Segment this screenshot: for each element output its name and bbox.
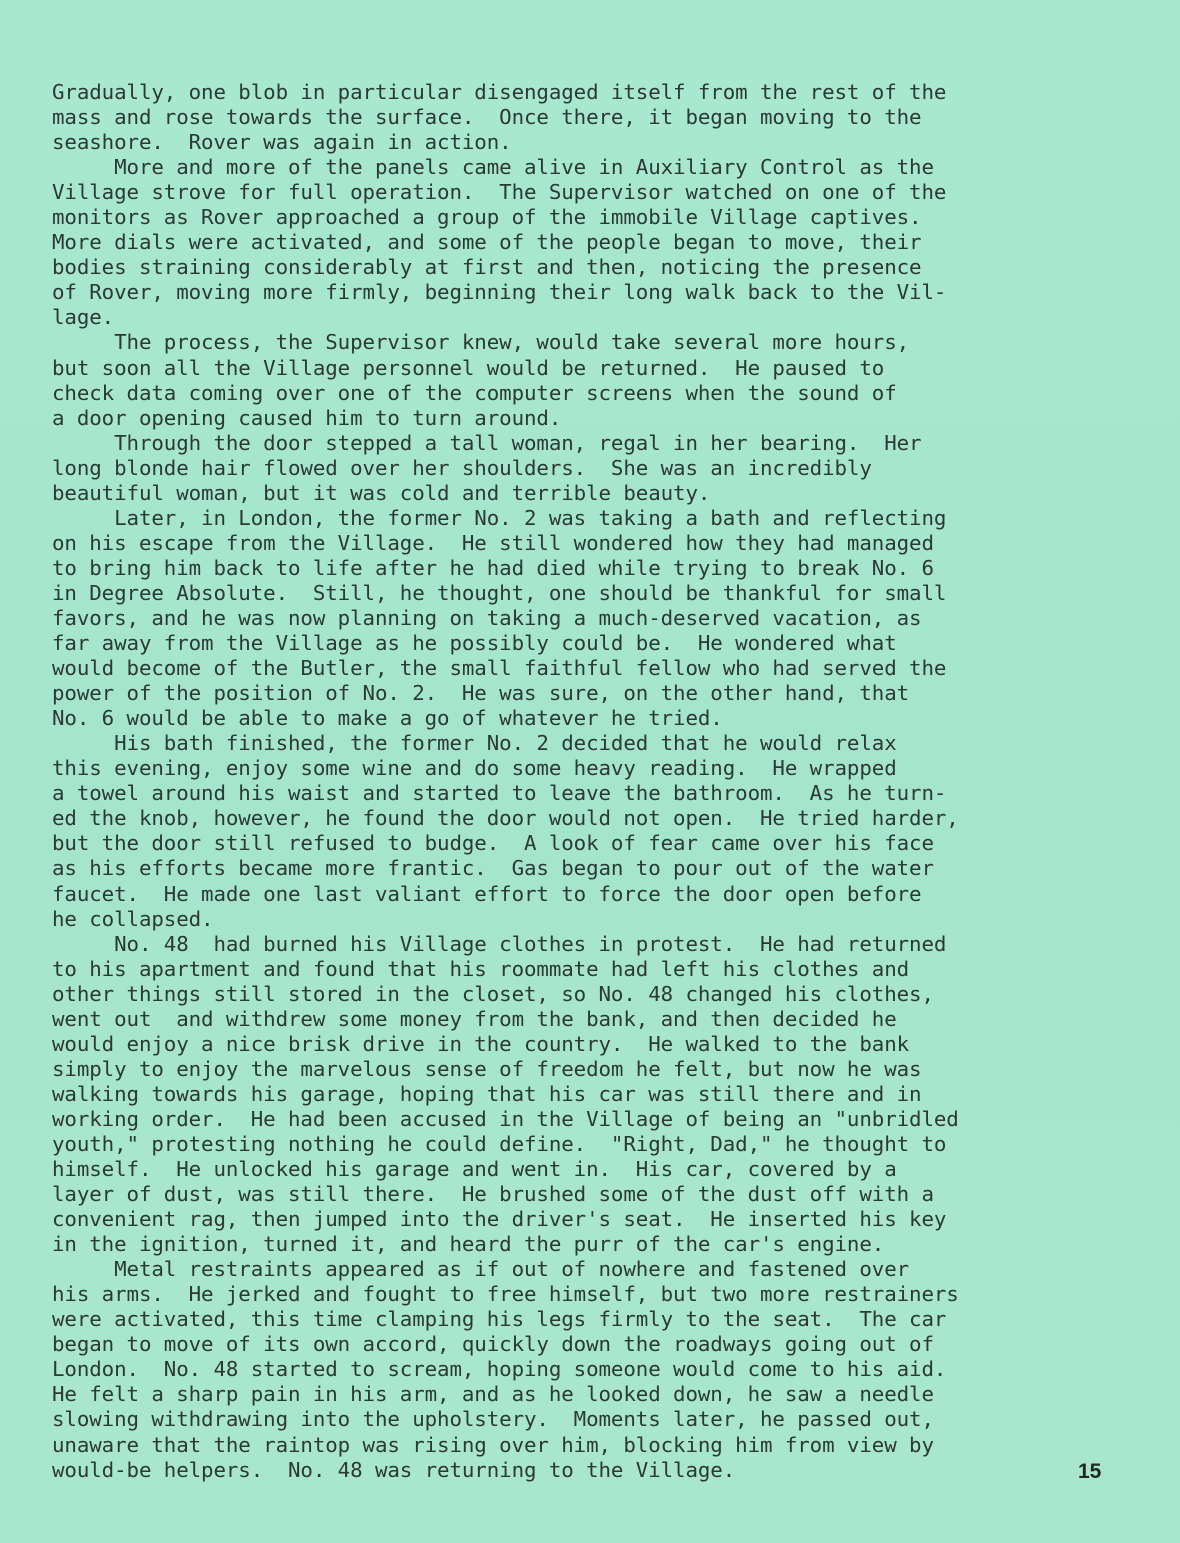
text-line: faucet. He made one last valiant effort to force the door open before xyxy=(52,881,922,906)
text-line: mass and rose towards the surface. Once there, it began moving to the xyxy=(52,105,922,130)
text-line: layer of dust, was still there. He brushed some of the dust off with a xyxy=(52,1182,934,1207)
text-line: More and more of the panels came alive in Auxiliary Control as the xyxy=(52,155,934,180)
text-line: a towel around his waist and started to leave the bathroom. As he turn- xyxy=(52,781,947,806)
text-line: London. No. 48 started to scream, hoping someone would come to his aid. xyxy=(52,1357,947,1382)
text-line: His bath finished, the former No. 2 decided that he would relax xyxy=(52,731,897,756)
text-line: No. 6 would be able to make a go of whatever he tried. xyxy=(52,706,723,731)
text-line: youth," protesting nothing he could define. "Right, Dad," he thought to xyxy=(52,1131,947,1156)
text-line: a door opening caused him to turn around. xyxy=(52,405,562,430)
text-line: would enjoy a nice brisk drive in the country. He walked to the bank xyxy=(52,1031,910,1056)
text-line: himself. He unlocked his garage and went in. His car, covered by a xyxy=(52,1157,897,1182)
page-number: 15 xyxy=(1078,1460,1102,1483)
text-line: He felt a sharp pain in his arm, and as he looked down, he saw a needle xyxy=(52,1382,934,1407)
text-line: long blonde hair flowed over her shoulders. She was an incredibly xyxy=(52,455,872,480)
text-line: went out and withdrew some money from the bank, and then decided he xyxy=(52,1006,897,1031)
text-line: but soon all the Village personnel would be returned. He paused to xyxy=(52,355,885,380)
text-line: walking towards his garage, hoping that his car was still there and in xyxy=(52,1081,922,1106)
text-line: Through the door stepped a tall woman, regal in her bearing. Her xyxy=(52,430,922,455)
text-line: would-be helpers. No. 48 was returning to the Village. xyxy=(52,1457,736,1482)
text-line: other things still stored in the closet, so No. 48 changed his clothes, xyxy=(52,981,934,1006)
text-line: this evening, enjoy some wine and do some heavy reading. He wrapped xyxy=(52,756,897,781)
text-line: to his apartment and found that his roommate had left his clothes and xyxy=(52,956,910,981)
text-line: convenient rag, then jumped into the driver's seat. He inserted his key xyxy=(52,1207,947,1232)
text-line: his arms. He jerked and fought to free himself, but two more restrainers xyxy=(52,1282,959,1307)
text-line: unaware that the raintop was rising over him, blocking him from view by xyxy=(52,1432,934,1457)
text-line: bodies straining considerably at first and then, noticing the presence xyxy=(52,255,922,280)
text-line: he collapsed. xyxy=(52,906,214,931)
text-line: favors, and he was now planning on taking a much-deserved vacation, as xyxy=(52,605,922,630)
text-line: began to move of its own accord, quickly down the roadways going out of xyxy=(52,1332,934,1357)
text-line: but the door still refused to budge. A look of fear came over his face xyxy=(52,831,934,856)
text-line: monitors as Rover approached a group of the immobile Village captives. xyxy=(52,205,922,230)
text-line: in Degree Absolute. Still, he thought, one should be thankful for small xyxy=(52,580,947,605)
text-line: of Rover, moving more firmly, beginning their long walk back to the Vil- xyxy=(52,280,947,305)
text-line: were activated, this time clamping his legs firmly to the seat. The car xyxy=(52,1307,947,1332)
text-line: far away from the Village as he possibly could be. He wondered what xyxy=(52,631,897,656)
text-line: ed the knob, however, he found the door would not open. He tried harder, xyxy=(52,806,959,831)
text-line: seashore. Rover was again in action. xyxy=(52,130,512,155)
text-line: would become of the Butler, the small faithful fellow who had served the xyxy=(52,656,947,681)
text-line: The process, the Supervisor knew, would take several more hours, xyxy=(52,330,910,355)
text-line: working order. He had been accused in the Village of being an "unbridled xyxy=(52,1106,959,1131)
text-line: No. 48 had burned his Village clothes in protest. He had returned xyxy=(52,931,947,956)
text-line: on his escape from the Village. He still wondered how they had managed xyxy=(52,530,934,555)
text-line: Gradually, one blob in particular disengaged itself from the rest of the xyxy=(52,80,947,104)
document-body xyxy=(52,80,1152,1483)
text-line: lage. xyxy=(52,305,115,330)
text-line: Village strove for full operation. The Supervisor watched on one of the xyxy=(52,180,947,205)
text-line: More dials were activated, and some of the people began to move, their xyxy=(52,230,922,255)
text-line: check data coming over one of the computer screens when the sound of xyxy=(52,380,897,405)
text-line: to bring him back to life after he had died while trying to break No. 6 xyxy=(52,555,934,580)
text-line: simply to enjoy the marvelous sense of freedom he felt, but now he was xyxy=(52,1056,922,1081)
text-line: as his efforts became more frantic. Gas began to pour out of the water xyxy=(52,856,934,881)
text-line: power of the position of No. 2. He was sure, on the other hand, that xyxy=(52,681,910,706)
text-line: beautiful woman, but it was cold and terrible beauty. xyxy=(52,480,711,505)
text-line: Later, in London, the former No. 2 was taking a bath and reflecting xyxy=(52,505,947,530)
text-line: Metal restraints appeared as if out of nowhere and fastened over xyxy=(52,1257,910,1282)
text-line: slowing withdrawing into the upholstery. Moments later, he passed out, xyxy=(52,1407,934,1432)
text-line: in the ignition, turned it, and heard the purr of the car's engine. xyxy=(52,1232,885,1257)
